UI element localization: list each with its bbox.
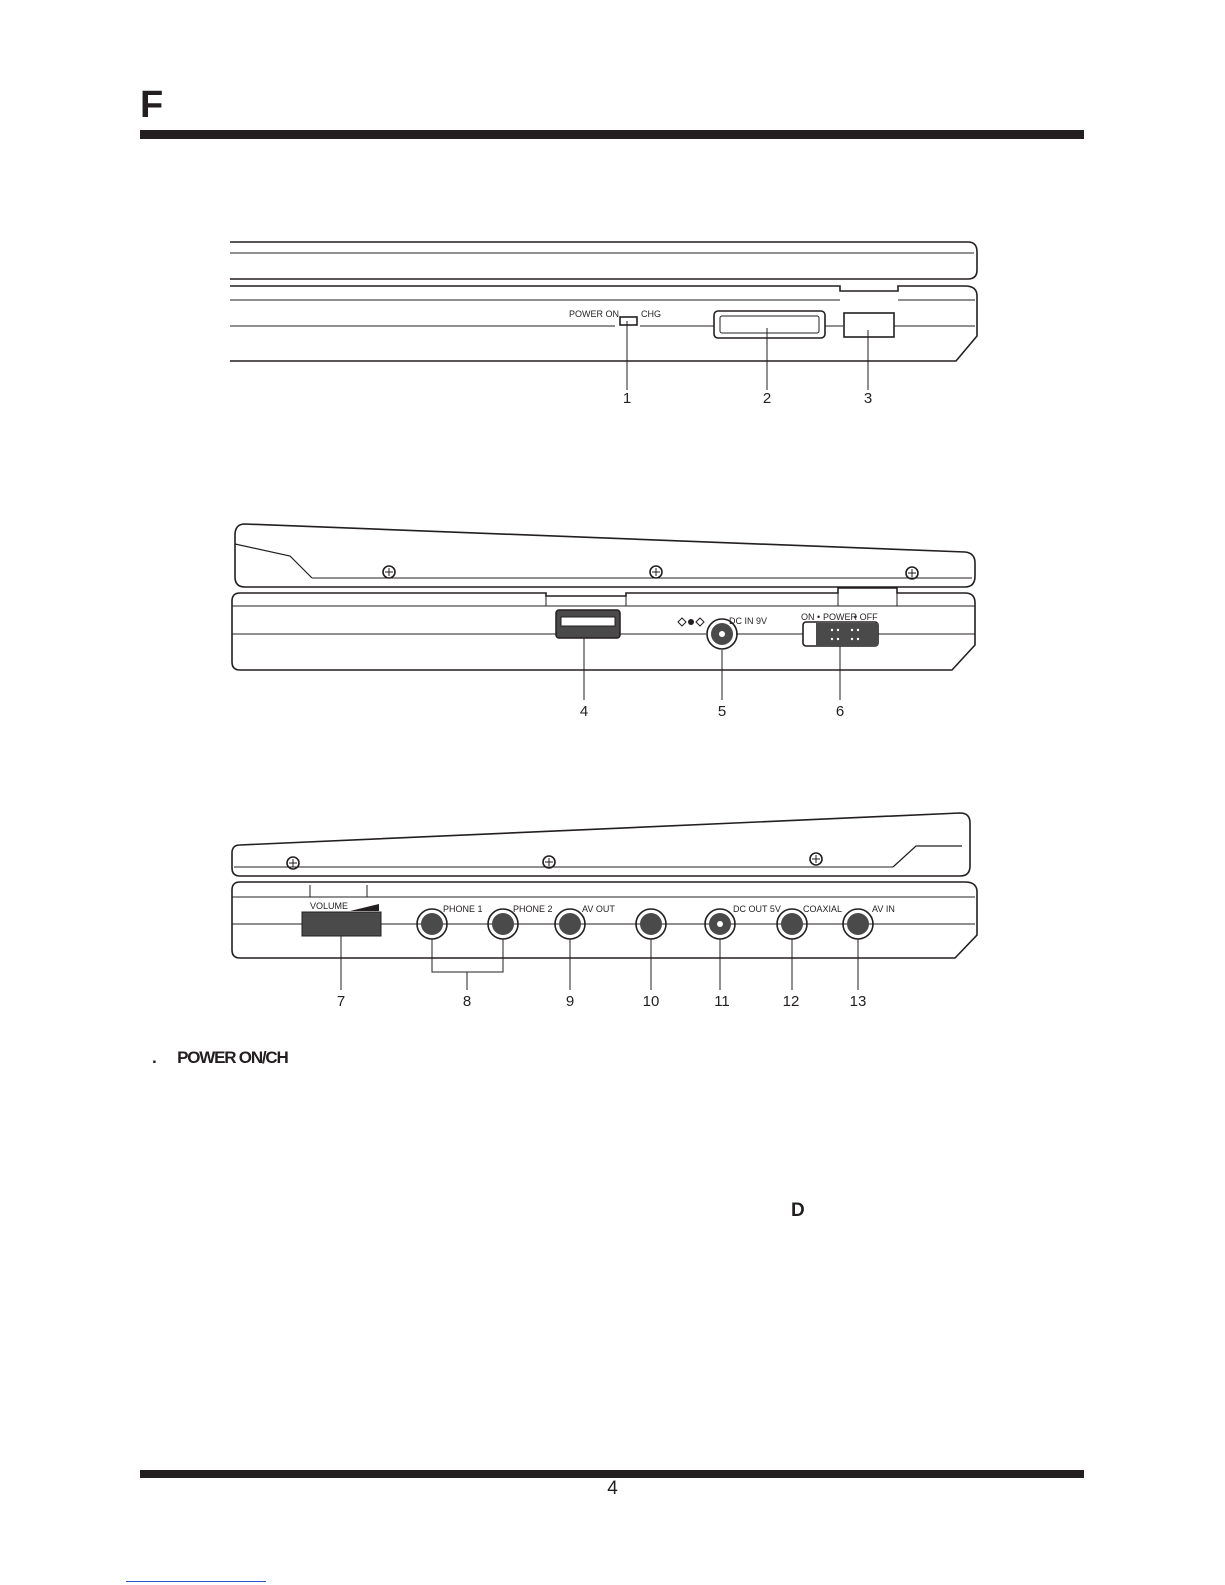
footer-link-underline [126,1581,266,1582]
callout-4: 4 [579,703,589,720]
callout-1: 1 [622,390,632,407]
coaxial-label: COAXIAL [803,904,843,914]
right-side-diagram [0,515,1225,730]
av-out-label: AV OUT [582,904,615,914]
phone1-label: PHONE 1 [443,904,483,914]
callout-6: 6 [835,703,845,720]
bottom-rule [140,1470,1084,1478]
dc-out-label: DC OUT 5V [733,904,781,914]
left-side-diagram [0,805,1225,1020]
off-label: • OFF [854,612,878,622]
callout-2: 2 [762,390,772,407]
caption-text: POWER ON/CH [177,1048,288,1067]
power-label: POWER [823,612,858,622]
phone2-label: PHONE 2 [513,904,553,914]
top-rule [140,130,1084,139]
power-on-label: POWER ON [569,309,620,319]
stray-letter: D [791,1200,805,1221]
chg-label: CHG [641,309,661,319]
dc-in-label: DC IN 9V [729,616,768,626]
callout-3: 3 [863,390,873,407]
volume-label: VOLUME [310,901,349,911]
callout-13: 13 [849,993,867,1010]
callout-12: 12 [782,993,800,1010]
av-in-label: AV IN [872,904,895,914]
caption-bullet: . [152,1048,156,1067]
on-label: ON • [801,612,821,622]
section-letter: F [140,84,164,126]
page-number: 4 [607,1478,618,1499]
callout-9: 9 [565,993,575,1010]
item-caption [152,1048,288,1068]
front-panel-diagram [0,230,1225,420]
callout-7: 7 [336,993,346,1010]
callout-10: 10 [642,993,660,1010]
callout-5: 5 [717,703,727,720]
callout-8: 8 [462,993,472,1010]
callout-11: 11 [714,993,730,1010]
